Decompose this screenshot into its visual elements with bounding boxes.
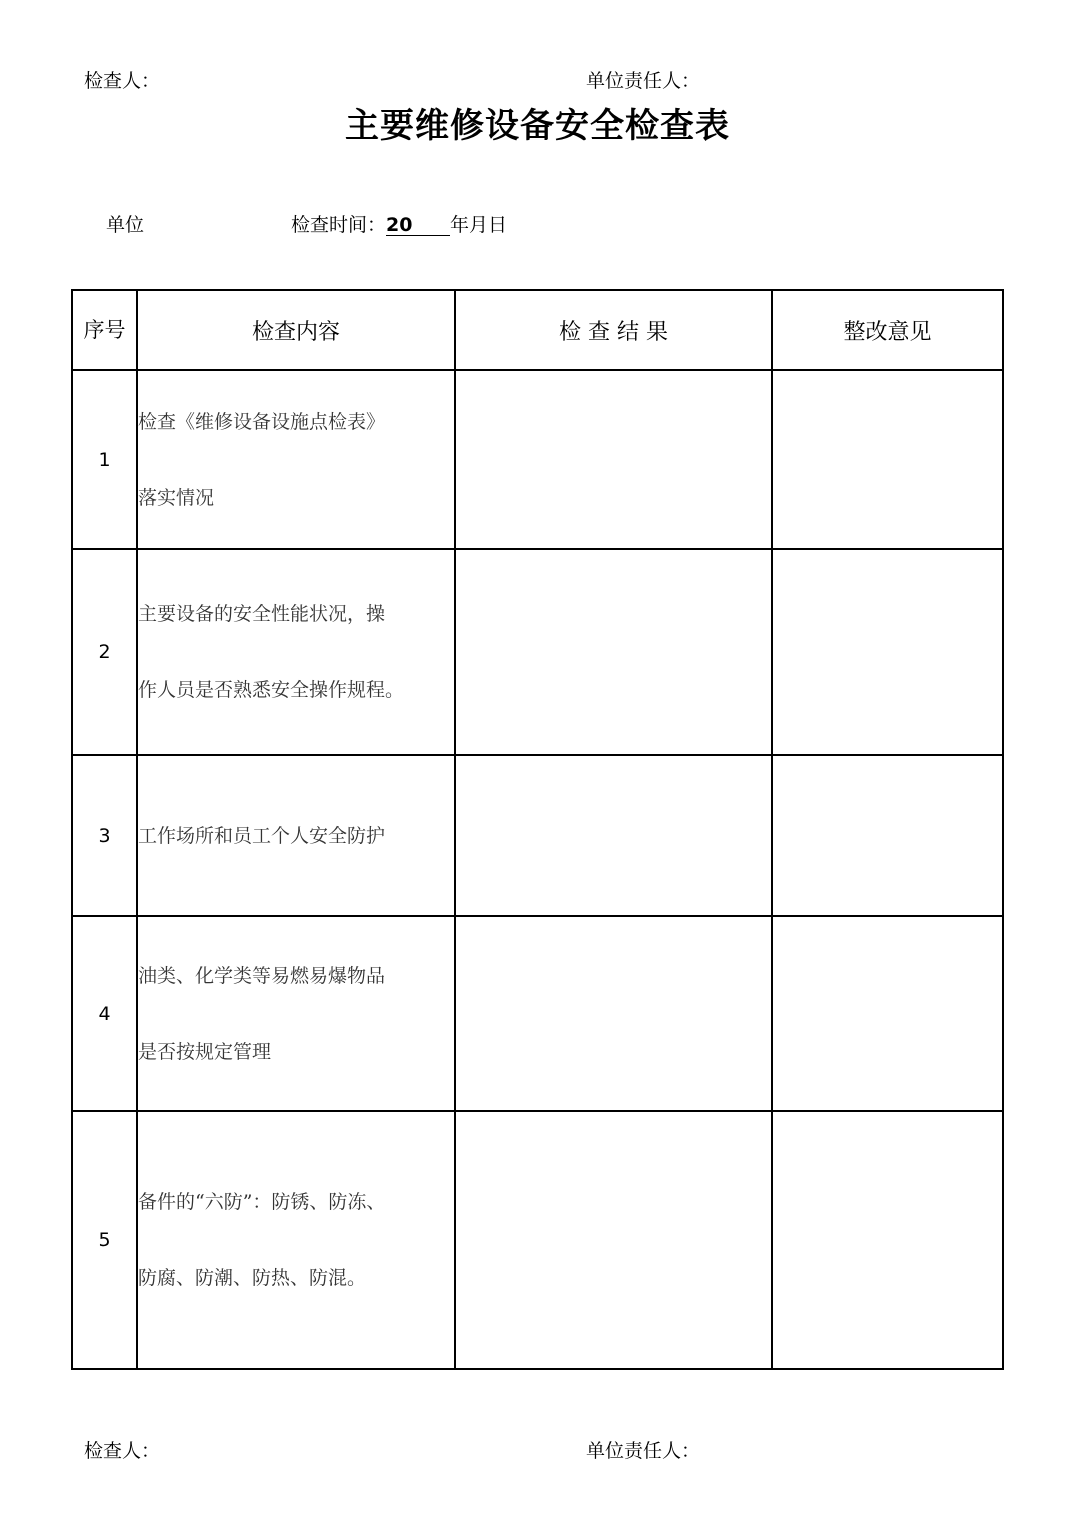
check-content: [137, 549, 455, 755]
table-row: [72, 1111, 1003, 1369]
bottom-inspector-label: 检查人：: [84, 1440, 161, 1462]
row-number: 5: [72, 1111, 137, 1369]
check-content-line: 作人员是否熟悉安全操作规程。: [138, 679, 405, 701]
inspection-table: [71, 289, 1004, 1370]
page-title: 主要维修设备安全检查表: [345, 106, 730, 146]
table-row: [72, 549, 1003, 755]
inspection-time-label: 检查时间：: [291, 214, 387, 236]
column-header-opinion: 整改意见: [772, 290, 1003, 370]
bottom-responsible-label: 单位责任人：: [586, 1440, 701, 1462]
opinion-cell[interactable]: [772, 549, 1003, 755]
result-cell[interactable]: [455, 370, 772, 549]
year-field[interactable]: 20: [386, 215, 450, 236]
table-header-row: [72, 290, 1003, 370]
check-content-line: 是否按规定管理: [138, 1040, 272, 1063]
unit-label: 单位: [106, 214, 145, 236]
row-number: 4: [72, 916, 137, 1111]
column-header-no: 序号: [72, 290, 137, 370]
column-header-content: 检查内容: [137, 290, 455, 370]
table-row: [72, 370, 1003, 549]
table-row: [72, 916, 1003, 1111]
top-inspector-label: 检查人：: [84, 70, 161, 92]
opinion-cell[interactable]: [772, 370, 1003, 549]
check-content-line: 落实情况: [138, 486, 215, 509]
check-content: [137, 1111, 455, 1369]
table-row: [72, 755, 1003, 916]
opinion-cell[interactable]: [772, 916, 1003, 1111]
check-content: [137, 755, 455, 916]
check-content-line: 工作场所和员工个人安全防护: [138, 824, 386, 847]
top-responsible-label: 单位责任人：: [586, 70, 701, 92]
check-content: [137, 370, 455, 549]
opinion-cell[interactable]: [772, 1111, 1003, 1369]
result-cell[interactable]: [455, 549, 772, 755]
inspection-time: [291, 210, 507, 237]
check-content-line: 防腐、防潮、防热、防混。: [138, 1267, 367, 1289]
row-number: 2: [72, 549, 137, 755]
check-content-line: 备件的“六防”：防锈、防冻、: [138, 1191, 386, 1213]
check-content-line: 油类、化学类等易燃易爆物品: [138, 964, 386, 987]
check-content-line: 检查《维修设备设施点检表》: [138, 410, 386, 433]
result-cell[interactable]: [455, 755, 772, 916]
check-content: [137, 916, 455, 1111]
check-content-line: 主要设备的安全性能状况，操: [138, 603, 386, 625]
row-number: 3: [72, 755, 137, 916]
row-number: 1: [72, 370, 137, 549]
result-cell[interactable]: [455, 1111, 772, 1369]
result-cell[interactable]: [455, 916, 772, 1111]
opinion-cell[interactable]: [772, 755, 1003, 916]
column-header-result: 检 查 结 果: [455, 290, 772, 370]
date-suffix: 年月日: [450, 214, 508, 236]
